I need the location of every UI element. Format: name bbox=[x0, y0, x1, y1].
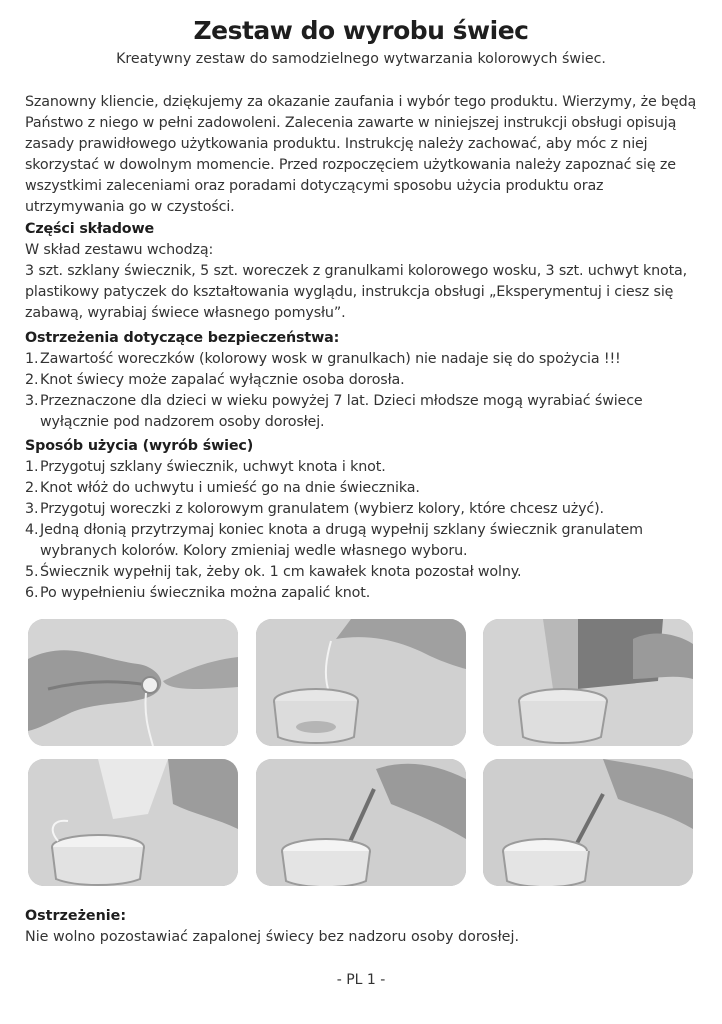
list-item-text: Przygotuj woreczki z kolorowym granulatem (wybierz kolory, które chcesz użyć). bbox=[40, 501, 604, 517]
step-photo-5 bbox=[256, 759, 466, 886]
list-item-text: Przeznaczone dla dzieci w wieku powyżej 7 lat. Dzieci młodsze mogą wyrabiać świece wyłącznie pod nadzorem osoby dorosłej. bbox=[40, 393, 643, 430]
list-item-number: 4. bbox=[25, 522, 39, 538]
list-item bbox=[25, 478, 701, 499]
list-item-number: 3. bbox=[25, 393, 39, 409]
intro-paragraph: Szanowny kliencie, dziękujemy za okazanie zaufania i wybór tego produktu. Wierzymy, że będą Państwo z niego w pełni zadowoleni. Zalecenia zawarte w niniejszej instrukcji obsługi opisują zasady prawidłowego użytkowania produktu. Instrukcję należy zachować, aby móc z niej skorzystać w dowolnym momencie. Przed rozpoczęciem użytkowania należy zapoznać się ze wszystkimi zaleceniami oraz poradami dotyczącymi sposobu użycia produktu oraz utrzymywania go w czystości. bbox=[25, 94, 697, 215]
list-item-number: 5. bbox=[25, 564, 39, 580]
list-item-text: Po wypełnieniu świecznika można zapalić knot. bbox=[40, 585, 371, 601]
list-item bbox=[25, 499, 701, 520]
page-number: - PL 1 - bbox=[336, 972, 386, 988]
safety-heading: Ostrzeżenia dotyczące bezpieczeństwa: bbox=[25, 330, 340, 346]
parts-section bbox=[25, 219, 701, 324]
list-item-text: Jedną dłonią przytrzymaj koniec knota a drugą wypełnij szklany świecznik granulatem wybranych kolorów. Kolory zmieniaj wedle własnego wyboru. bbox=[40, 522, 643, 559]
list-item-text: Świecznik wypełnij tak, żeby ok. 1 cm kawałek knota pozostał wolny. bbox=[40, 564, 522, 580]
step-photo-3 bbox=[483, 619, 693, 746]
list-item bbox=[25, 583, 701, 604]
step-photo-2 bbox=[256, 619, 466, 746]
parts-text: 3 szt. szklany świecznik, 5 szt. woreczek z granulkami kolorowego wosku, 3 szt. uchwyt knota, plastikowy patyczek do kształtowania wyglądu, instrukcja obsługi „Eksperymentuj i ciesz się zabawą, wyrabiaj świece własnego pomysłu”. bbox=[25, 263, 688, 321]
list-item bbox=[25, 370, 701, 391]
step-photos-grid bbox=[28, 619, 695, 889]
list-item bbox=[25, 457, 701, 478]
parts-heading: Części składowe bbox=[25, 221, 155, 237]
usage-heading: Sposób użycia (wyrób świec) bbox=[25, 438, 254, 454]
list-item-number: 2. bbox=[25, 372, 39, 388]
final-warning bbox=[25, 906, 701, 948]
list-item bbox=[25, 391, 701, 433]
step-photo-6 bbox=[483, 759, 693, 886]
list-item-text: Knot włóż do uchwytu i umieść go na dnie świecznika. bbox=[40, 480, 420, 496]
page-title: Zestaw do wyrobu świec bbox=[193, 16, 529, 45]
list-item-text: Knot świecy może zapalać wyłącznie osoba dorosła. bbox=[40, 372, 405, 388]
list-item bbox=[25, 562, 701, 583]
list-item bbox=[25, 349, 701, 370]
list-item-number: 6. bbox=[25, 585, 39, 601]
page-subtitle: Kreatywny zestaw do samodzielnego wytwarzania kolorowych świec. bbox=[116, 51, 606, 67]
safety-section bbox=[25, 328, 701, 433]
list-item-number: 1. bbox=[25, 351, 39, 367]
list-item-number: 3. bbox=[25, 501, 39, 517]
list-item-text: Zawartość woreczków (kolorowy wosk w granulkach) nie nadaje się do spożycia !!! bbox=[40, 351, 621, 367]
list-item-number: 1. bbox=[25, 459, 39, 475]
list-item bbox=[25, 520, 701, 562]
usage-list bbox=[25, 457, 701, 604]
final-warning-heading: Ostrzeżenie: bbox=[25, 908, 127, 924]
parts-lead: W skład zestawu wchodzą: bbox=[25, 242, 214, 258]
step-photo-1 bbox=[28, 619, 238, 746]
list-item-number: 2. bbox=[25, 480, 39, 496]
list-item-text: Przygotuj szklany świecznik, uchwyt knota i knot. bbox=[40, 459, 386, 475]
usage-section bbox=[25, 436, 701, 604]
safety-list bbox=[25, 349, 701, 433]
step-photo-4 bbox=[28, 759, 238, 886]
final-warning-text: Nie wolno pozostawiać zapalonej świecy bez nadzoru osoby dorosłej. bbox=[25, 929, 519, 945]
